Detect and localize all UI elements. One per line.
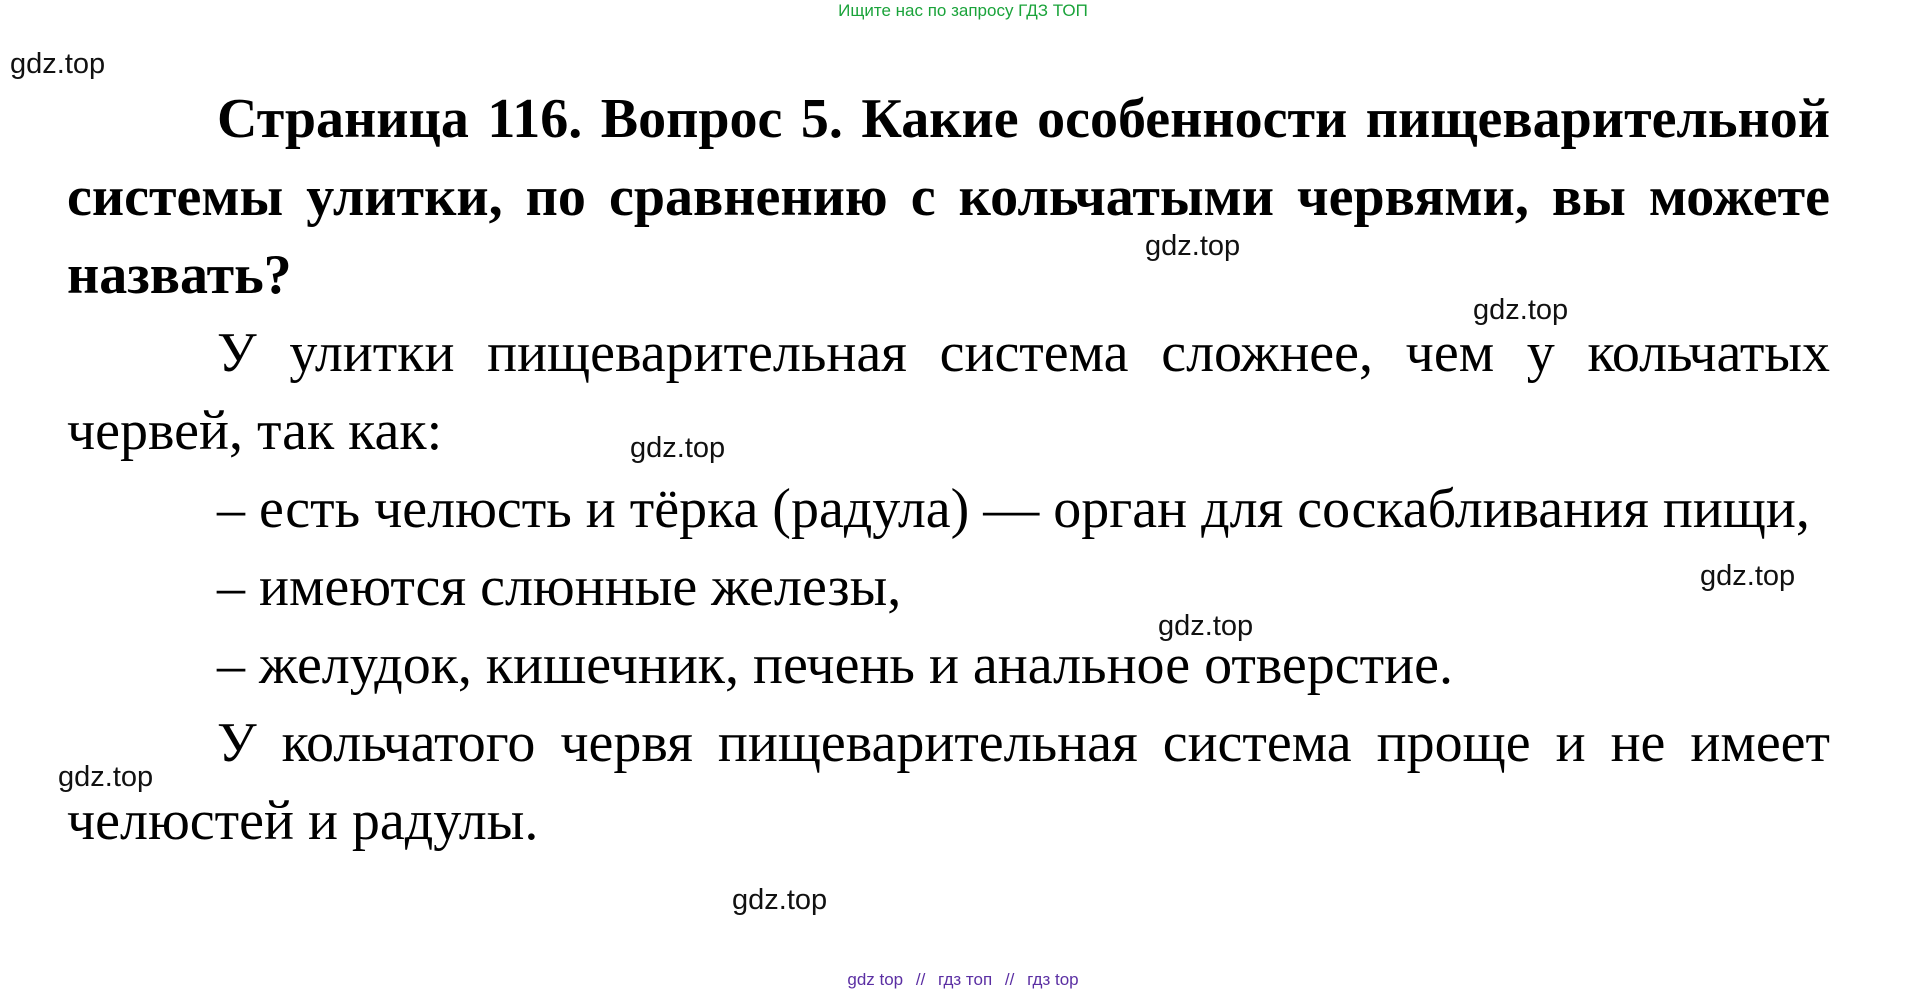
watermark: gdz.top [630, 432, 726, 464]
footer-link[interactable]: гдз top [1027, 970, 1079, 989]
footer-links [0, 970, 1926, 990]
watermark: gdz.top [1700, 560, 1796, 592]
watermark: gdz.top [1158, 610, 1254, 642]
header-search-note: Ищите нас по запросу ГДЗ ТОП [838, 1, 1088, 20]
answer-paragraph: У улитки пищеварительная система сложнее, чем у кольчатых червей, так как: [67, 322, 1830, 462]
footer-separator: // [915, 970, 926, 989]
watermark: gdz.top [10, 48, 106, 80]
answer-list-item: – желудок, кишечник, печень и анальное отверстие. [217, 634, 1453, 696]
watermark: gdz.top [1145, 230, 1241, 262]
answer-content [67, 80, 1830, 860]
watermark: gdz.top [1473, 294, 1569, 326]
answer-paragraph: У кольчатого червя пищеварительная система проще и не имеет челюстей и радулы. [67, 712, 1830, 852]
footer-separator: // [1004, 970, 1015, 989]
answer-list-item: – имеются слюнные железы, [217, 556, 902, 618]
question-heading: Страница 116. Вопрос 5. Какие особенности пищеварительной системы улитки, по сравнению с кольчатыми червями, вы можете назвать? [67, 88, 1830, 306]
watermark: gdz.top [58, 761, 154, 793]
watermark: gdz.top [732, 884, 828, 916]
footer-link[interactable]: гдз топ [938, 970, 993, 989]
footer-link[interactable]: gdz top [847, 970, 904, 989]
answer-list-item: – есть челюсть и тёрка (радула) — орган для соскабливания пищи, [217, 478, 1810, 540]
